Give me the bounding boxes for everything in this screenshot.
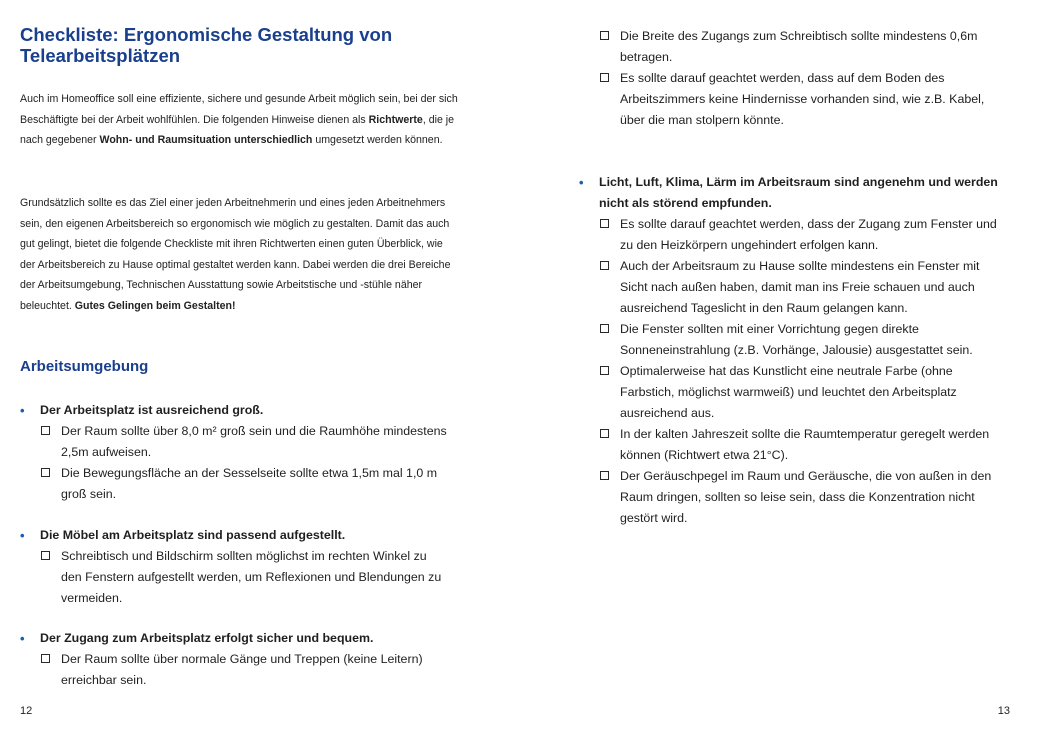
bullet-heading (20, 628, 450, 649)
intro1-text-2: , die je nach gegebener (20, 113, 455, 146)
checklist-item (579, 214, 1009, 256)
checklist-item-text: Es sollte darauf geachtet werden, dass auf dem Boden des Arbeitszimmers keine Hindernisse vorhanden sind, wie z.B. Kabel, über die man stolpern könnte. (620, 71, 985, 127)
checklist-group-2 (20, 525, 450, 609)
checklist-item-text: Der Raum sollte über normale Gänge und Treppen (keine Leitern) erreichbar sein. (61, 652, 423, 687)
checkbox-icon[interactable] (600, 31, 609, 40)
checklist-group-licht-luft (579, 172, 1009, 529)
intro2-text-1: Grundsätzlich sollte es das Ziel einer jeden Arbeitnehmerin und eines jeden Arbeitnehmers sein, den eigenen Arbeitsbereich so ergonomisch wie möglich zu gestalten. Damit das auch gut gelingt, bietet die folgende Checkliste mit ihren Richtwerten einen guten Überblick, wie der Arbeitsbereich zu Hause optimal gestaltet werden kann. Dabei werden die drei Bereiche der Arbeitsumgebung, Technischen Ausstattung sowie Arbeitstische und -stühle näher beleuchtet. (20, 197, 451, 312)
page-title: Checkliste: Ergonomische Gestaltung von Telearbeitsplätzen (20, 24, 393, 66)
checkbox-icon[interactable] (41, 426, 50, 435)
checklist-item (579, 361, 1009, 424)
bullet-icon: • (20, 528, 25, 543)
bullet-heading-text: Der Arbeitsplatz ist ausreichend groß. (40, 403, 264, 417)
checklist-item (20, 421, 450, 463)
checklist-item-text: Der Geräuschpegel im Raum und Geräusche, die von außen in den Raum dringen, sollten so leise sein, dass die Konzentration nicht gestört wird. (620, 469, 992, 525)
checklist-item-text: Es sollte darauf geachtet werden, dass der Zugang zum Fenster und zu den Heizkörpern ungehindert erfolgen kann. (620, 217, 997, 252)
bullet-heading (20, 400, 450, 421)
checklist-item (20, 546, 450, 609)
intro2-bold-1: Gutes Gelingen beim Gestalten! (74, 299, 236, 312)
checklist-item (20, 649, 450, 691)
checklist-item-text: Optimalerweise hat das Kunstlicht eine neutrale Farbe (ohne Farbstich, möglichst warmweiß) und leuchtet den Arbeitsplatz ausreichend aus. (620, 364, 957, 420)
intro1-bold-1: Richtwerte (368, 113, 423, 126)
checkbox-icon[interactable] (600, 219, 609, 228)
checklist-item (579, 319, 1009, 361)
checklist-item-text: Die Bewegungsfläche an der Sesselseite sollte etwa 1,5m mal 1,0 m groß sein. (61, 466, 438, 501)
checklist-item (579, 26, 1009, 68)
page-number-left: 12 (20, 705, 33, 717)
intro-paragraph-1 (20, 89, 460, 151)
page-number-right: 13 (997, 705, 1010, 717)
checklist-item-text: Die Fenster sollten mit einer Vorrichtung gegen direkte Sonneneinstrahlung (z.B. Vorhänge, Jalousie) ausgestattet sein. (620, 322, 973, 357)
section-title-arbeitsumgebung: Arbeitsumgebung (20, 358, 149, 375)
right-page (519, 0, 1038, 741)
checklist-item (20, 463, 450, 505)
checklist-item-text: Schreibtisch und Bildschirm sollten möglichst im rechten Winkel zu den Fenstern aufgestellt werden, um Reflexionen und Blendungen zu vermeiden. (61, 549, 442, 605)
checklist-item-text: Auch der Arbeitsraum zu Hause sollte mindestens ein Fenster mit Sicht nach außen haben, damit man ins Freie schauen und auch ausreichend Tageslicht in den Raum gelangen kann. (620, 259, 980, 315)
checkbox-icon[interactable] (600, 261, 609, 270)
checkbox-icon[interactable] (600, 324, 609, 333)
checkbox-icon[interactable] (41, 654, 50, 663)
checkbox-icon[interactable] (600, 73, 609, 82)
intro1-text-3: umgesetzt werden können. (312, 134, 443, 146)
bullet-heading (579, 172, 1009, 214)
bullet-heading-text: Licht, Luft, Klima, Lärm im Arbeitsraum sind angenehm und werden nicht als störend empfunden. (599, 175, 998, 210)
intro1-bold-2: Wohn- und Raumsituation unterschiedlich (99, 134, 313, 146)
checkbox-icon[interactable] (41, 468, 50, 477)
checklist-item (579, 68, 1009, 131)
checkbox-icon[interactable] (41, 551, 50, 560)
bullet-icon: • (579, 175, 584, 190)
bullet-icon: • (20, 403, 25, 418)
intro-paragraph-2 (20, 193, 460, 316)
checklist-item-text: In der kalten Jahreszeit sollte die Raumtemperatur geregelt werden können (Richtwert etwa 21°C). (620, 427, 990, 462)
checkbox-icon[interactable] (600, 471, 609, 480)
checkbox-icon[interactable] (600, 429, 609, 438)
checkbox-icon[interactable] (600, 366, 609, 375)
bullet-heading-text: Der Zugang zum Arbeitsplatz erfolgt sicher und bequem. (40, 631, 374, 645)
bullet-heading-text: Die Möbel am Arbeitsplatz sind passend aufgestellt. (40, 528, 346, 542)
checklist-item-text: Der Raum sollte über 8,0 m² groß sein und die Raumhöhe mindestens 2,5m aufweisen. (61, 424, 447, 459)
bullet-icon: • (20, 631, 25, 646)
continued-checklist (579, 26, 1009, 131)
bullet-heading (20, 525, 450, 546)
checklist-item-text: Die Breite des Zugangs zum Schreibtisch sollte mindestens 0,6m betragen. (620, 29, 978, 64)
checklist-item (579, 466, 1009, 529)
checklist-item (579, 424, 1009, 466)
checklist-item (579, 256, 1009, 319)
intro1-text-1: Auch im Homeoffice soll eine effiziente, sichere und gesunde Arbeit möglich sein, bei der sich Beschäftigte bei der Arbeit wohlfühlen. Die folgenden Hinweise dienen als (20, 93, 458, 126)
checklist-group-1 (20, 400, 450, 505)
checklist-group-3 (20, 628, 450, 691)
